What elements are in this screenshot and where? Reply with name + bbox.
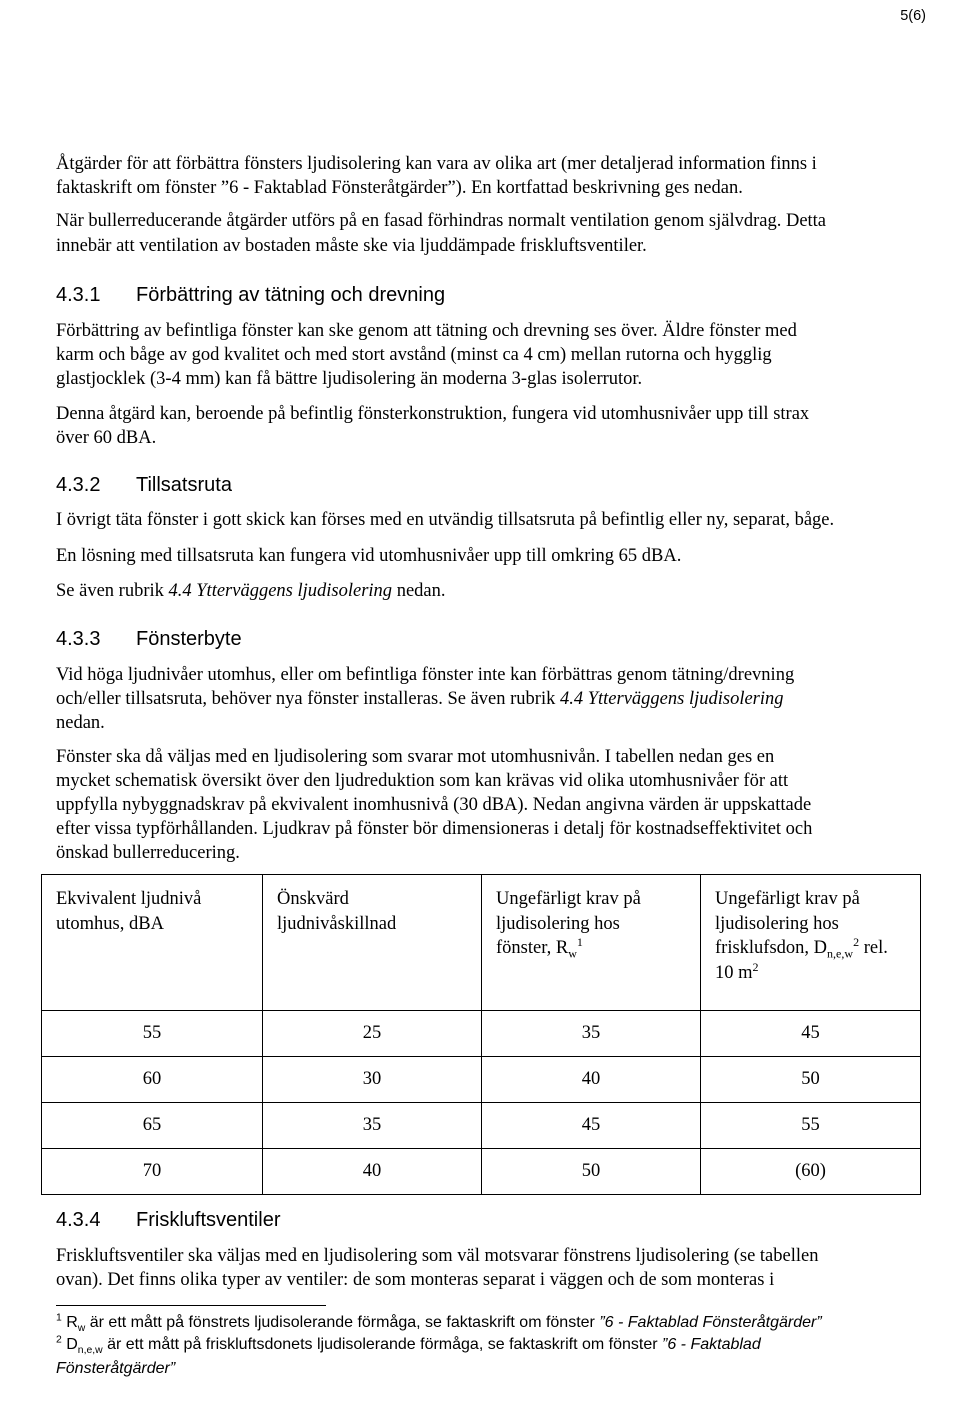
header-text: Ekvivalent ljudnivå xyxy=(56,889,202,909)
footnote-2 xyxy=(56,1334,761,1357)
reference-title: 4.4 Ytterväggens ljudisolering xyxy=(559,689,784,709)
footnote-1 xyxy=(56,1312,822,1335)
header-text: ljudnivåskillnad xyxy=(277,913,397,934)
reference-title: 4.4 Ytterväggens ljudisolering xyxy=(168,581,393,601)
footnote-ref: 2 xyxy=(853,934,860,949)
header-window-requirement xyxy=(482,875,701,1011)
footnote-reference: ”6 - Faktablad xyxy=(662,1336,761,1353)
footnote-symbol: D xyxy=(66,1336,78,1353)
table-header-row xyxy=(42,875,921,1011)
footnote-mark: 2 xyxy=(56,1334,62,1346)
section-number: 4.3.4 xyxy=(56,1209,101,1231)
footnote-ref: 1 xyxy=(576,934,583,949)
section-number: 4.3.2 xyxy=(56,474,101,496)
header-text-part: fönster, R xyxy=(496,938,569,958)
table-cell: 65 xyxy=(42,1103,263,1149)
paragraph-line: Fönster ska då väljas med en ljudisolering som svarar mot utomhusnivån. I tabellen nedan ges en xyxy=(56,747,775,767)
superscript: 2 xyxy=(752,959,759,974)
table-cell: 40 xyxy=(482,1057,701,1103)
paragraph-line: önskad bullerreducering. xyxy=(56,843,240,863)
header-text xyxy=(715,961,912,986)
paragraph-line: karm och båge av god kvalitet och med stort avstånd (minst ca 4 cm) mellan rutorna och hygglig xyxy=(56,345,772,365)
table-cell: 50 xyxy=(701,1057,921,1103)
footnote-reference: Fönsteråtgärder” xyxy=(56,1360,176,1377)
header-text-part: 10 m xyxy=(715,962,753,983)
table-cell: 50 xyxy=(482,1149,701,1195)
subscript: w xyxy=(568,946,577,961)
table-cell: 30 xyxy=(263,1057,482,1103)
table-row xyxy=(42,1149,921,1195)
section-title: Fönsterbyte xyxy=(136,628,242,650)
footnote-2-continued xyxy=(56,1360,175,1378)
header-text-part: rel. xyxy=(859,938,888,958)
header-text: ljudisolering hos xyxy=(496,913,620,934)
table-cell: 35 xyxy=(263,1103,482,1149)
subscript: n,e,w xyxy=(77,1345,103,1357)
intro-line-3: När bullerreducerande åtgärder utförs på en fasad förhindras normalt ventilation genom självdrag. Detta xyxy=(56,211,827,231)
paragraph-line: nedan. xyxy=(56,713,105,733)
header-text: utomhus, dBA xyxy=(56,913,164,934)
header-text: Ungefärligt krav på xyxy=(715,889,860,909)
section-number: 4.3.1 xyxy=(56,284,101,306)
paragraph-line: Denna åtgärd kan, beroende på befintlig fönsterkonstruktion, fungera vid utomhusnivåer upp till strax xyxy=(56,404,810,424)
paragraph-line: uppfylla nybyggnadskrav på ekvivalent inomhusnivå (30 dBA). Nedan angivna värden är uppskattade xyxy=(56,795,812,815)
intro-line-4: innebär att ventilation av bostaden måste ske via ljuddämpade friskluftsventiler. xyxy=(56,236,647,256)
paragraph-line: ovan). Det finns olika typer av ventiler: de som monteras separat i väggen och de som monteras i xyxy=(56,1270,775,1290)
table-row xyxy=(42,1057,921,1103)
section-heading-432 xyxy=(56,474,232,497)
paragraph-line: glastjocklek (3-4 mm) kan få bättre ljudisolering än moderna 3-glas isolerrutor. xyxy=(56,369,643,389)
footnote-reference: ”6 - Faktablad Fönsteråtgärder” xyxy=(599,1314,822,1331)
paragraph-line: Vid höga ljudnivåer utomhus, eller om befintliga fönster inte kan förbättras genom tätning/drevning xyxy=(56,665,795,685)
table-cell: 40 xyxy=(263,1149,482,1195)
section-heading-434 xyxy=(56,1209,280,1232)
section-title: Tillsatsruta xyxy=(136,474,232,496)
paragraph-line: Friskluftsventiler ska väljas med en ljudisolering som väl motsvarar fönstrens ljudisolering (se tabellen xyxy=(56,1246,819,1266)
header-vent-requirement xyxy=(701,875,921,1011)
section-title: Friskluftsventiler xyxy=(136,1209,281,1231)
footnote-text: är ett mått på fönstrets ljudisolerande förmåga, se faktaskrift om fönster xyxy=(85,1314,600,1331)
paragraph-text: och/eller tillsatsruta, behöver nya fönster installeras. Se även rubrik xyxy=(56,689,560,709)
table-row xyxy=(42,1011,921,1057)
section-title: Förbättring av tätning och drevning xyxy=(136,284,446,306)
footnote-divider xyxy=(56,1305,326,1306)
table-cell: 45 xyxy=(482,1103,701,1149)
header-text xyxy=(715,936,912,961)
page-number: 5(6) xyxy=(900,8,926,24)
table-cell: 70 xyxy=(42,1149,263,1195)
paragraph-line: mycket schematisk översikt över den ljudreduktion som kan krävas vid olika utomhusnivåer för att xyxy=(56,771,789,791)
table-cell: 55 xyxy=(42,1011,263,1057)
table-cell: 35 xyxy=(482,1011,701,1057)
paragraph-line: över 60 dBA. xyxy=(56,428,157,448)
reference-prefix: Se även rubrik xyxy=(56,581,169,601)
sound-insulation-table xyxy=(41,874,921,1195)
section-heading-431 xyxy=(56,284,445,307)
reference-suffix: nedan. xyxy=(392,581,446,601)
intro-line-2: faktaskrift om fönster ”6 - Faktablad Fönsteråtgärder”). En kortfattad beskrivning ges nedan. xyxy=(56,178,743,198)
reference-line xyxy=(56,581,446,602)
paragraph-line: I övrigt täta fönster i gott skick kan förses med en utvändig tillsatsruta på befintlig eller ny, separat, båge. xyxy=(56,510,835,530)
paragraph-line: efter vissa typförhållanden. Ljudkrav på fönster bör dimensioneras i detalj för kostnadseffektivitet och xyxy=(56,819,813,839)
section-number: 4.3.3 xyxy=(56,628,101,650)
paragraph-line: Förbättring av befintliga fönster kan ske genom att tätning och drevning ses över. Äldre fönster med xyxy=(56,321,797,341)
table-row xyxy=(42,1103,921,1149)
table-cell: 60 xyxy=(42,1057,263,1103)
header-text: Ungefärligt krav på xyxy=(496,889,641,909)
paragraph-line: En lösning med tillsatsruta kan fungera vid utomhusnivåer upp till omkring 65 dBA. xyxy=(56,546,682,566)
header-text-part: frisklufsdon, D xyxy=(715,938,828,958)
header-text: Önskvärd xyxy=(277,889,349,909)
header-outdoor-level xyxy=(42,875,263,1011)
table-cell: (60) xyxy=(701,1149,921,1195)
subscript: w xyxy=(77,1323,86,1335)
header-text: ljudisolering hos xyxy=(715,913,839,934)
table-cell: 55 xyxy=(701,1103,921,1149)
footnote-symbol: R xyxy=(66,1314,78,1331)
subscript: n,e,w xyxy=(827,946,854,961)
intro-line-1: Åtgärder för att förbättra fönsters ljudisolering kan vara av olika art (mer detaljerad information finns i xyxy=(56,154,817,174)
footnote-text: är ett mått på friskluftsdonets ljudisolerande förmåga, se faktaskrift om fönster xyxy=(102,1336,662,1353)
section-heading-433 xyxy=(56,628,242,651)
footnote-mark: 1 xyxy=(56,1312,62,1324)
header-text xyxy=(496,936,692,961)
table-cell: 45 xyxy=(701,1011,921,1057)
header-level-difference xyxy=(263,875,482,1011)
paragraph-line xyxy=(56,689,784,710)
table-cell: 25 xyxy=(263,1011,482,1057)
